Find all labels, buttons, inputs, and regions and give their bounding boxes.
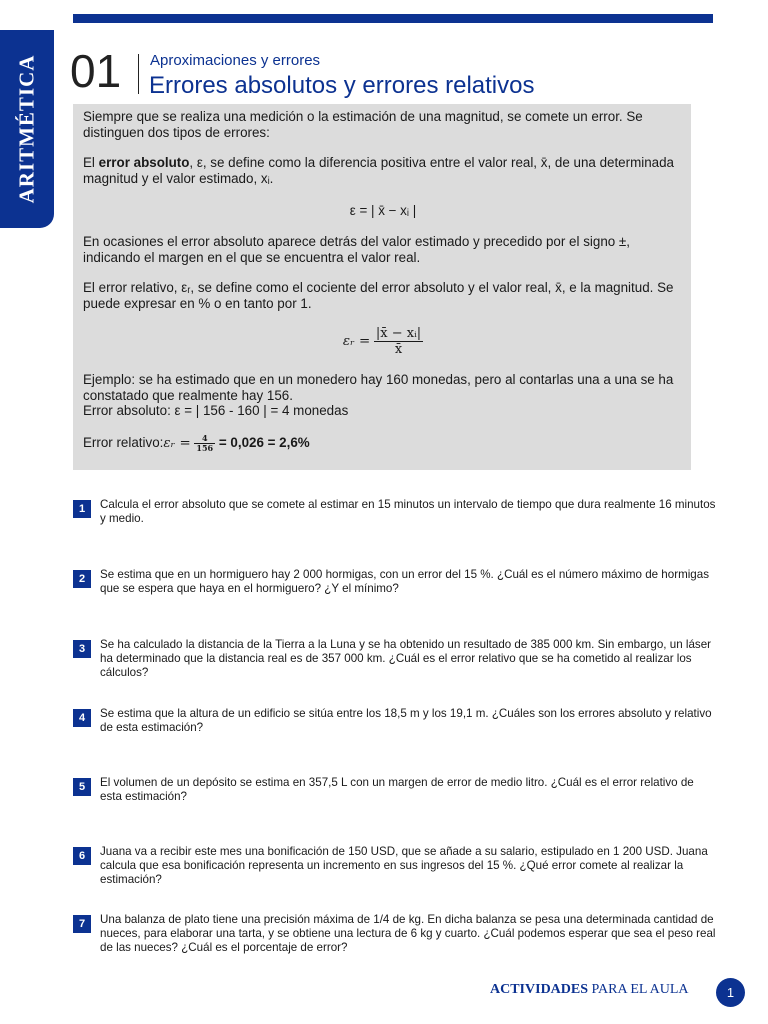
intro-text: Siempre que se realiza una medición o la estimación de una magnitud, se comete un error. Se distinguen dos tipos de errores: (83, 109, 643, 140)
page-number: 1 (716, 978, 745, 1007)
exercise-text: Se estima que la altura de un edificio se sitúa entre los 18,5 m y los 19,1 m. ¿Cuáles son los errores absoluto y relativo de esta estimación? (100, 707, 712, 734)
example-rel-num: 4 (194, 434, 215, 444)
example-rel-result: = 0,026 = 2,6% (218, 435, 310, 451)
section-tab (0, 30, 54, 228)
example-rel-fraction (194, 434, 215, 453)
example-absolute: Error absoluto: ε = | 156 - 160 | = 4 monedas (83, 403, 349, 418)
example-rel-label: Error relativo: (83, 435, 164, 451)
abs-post: , ε, se define como la diferencia positiva entre el valor real, x̄, de una determinada magnitud y el valor estimado, xᵢ. (83, 155, 675, 186)
relative-error-formula (83, 326, 683, 357)
example-text: Ejemplo: se ha estimado que en un monedero hay 160 monedas, pero al contarlas una a una se ha constatado que realmente hay 156. (83, 372, 674, 403)
exercise-number: 5 (73, 778, 91, 796)
example-rel-lhs: εᵣ = (163, 436, 191, 452)
exercise-number: 3 (73, 640, 91, 658)
abs-term: error absoluto (98, 155, 190, 170)
absolute-error-definition (83, 155, 683, 186)
theory-box (73, 104, 691, 470)
footer-label (490, 982, 689, 998)
unit-number: 01 (70, 45, 122, 97)
exercise-number: 2 (73, 570, 91, 588)
exercise-number: 7 (73, 915, 91, 933)
top-rule (73, 14, 713, 23)
abs-pre: El (83, 155, 99, 170)
plus-minus-text: En ocasiones el error absoluto aparece detrás del valor estimado y precedido por el signo ±, indicando el margen en el que se encuentra el valor real. (83, 234, 631, 265)
rel-numerator: |x̄ − xᵢ| (375, 326, 422, 341)
example-relative (83, 434, 683, 453)
footer-rest: PARA EL AULA (588, 982, 689, 997)
relative-error-definition: El error relativo, εᵣ, se define como el cociente del error absoluto y el valor real, x̄, e la magnitud. Se puede expresar en % o en tanto por 1. (83, 280, 674, 311)
footer-bold: ACTIVIDADES (490, 982, 589, 997)
rel-lhs: εᵣ = (342, 334, 371, 350)
exercise-number: 1 (73, 500, 91, 518)
exercise-number: 4 (73, 709, 91, 727)
exercise-text: El volumen de un depósito se estima en 357,5 L con un margen de error de medio litro. ¿Cuál es el error relativo de esta estimación? (100, 776, 694, 803)
absolute-error-formula: ε = | x̄ − xᵢ | (349, 203, 417, 218)
exercise-text: Juana va a recibir este mes una bonificación de 150 USD, que se añade a su salario, estipulado en 1 200 USD. Juana calcula que esa bonificación representa un incremento en sus ingresos del 15 %. ¿Qué error comete al realizar la estimación? (100, 845, 708, 886)
exercise-text: Una balanza de plato tiene una precisión máxima de 1/4 de kg. En dicha balanza se pesa una determinada cantidad de nueces, para elaborar una tarta, y se obtiene una lectura de 6 kg y cuarto. ¿Cuál podemos esperar que sea el peso real de las nueces? ¿Cuál es el porcentaje de error? (100, 913, 716, 954)
exercise-text: Se estima que en un hormiguero hay 2 000 hormigas, con un error del 15 %. ¿Cuál es el número máximo de hormigas que se espera que haya en el hormiguero? ¿Y el mínimo? (100, 568, 709, 595)
unit-divider (138, 54, 139, 94)
rel-denominator: x̄ (394, 342, 403, 357)
page-title: Errores absolutos y errores relativos (149, 72, 535, 99)
exercise-text: Se ha calculado la distancia de la Tierra a la Luna y se ha obtenido un resultado de 385 000 km. Sin embargo, un láser ha determinado que la distancia real es de 357 000 km. ¿Cuál es el error relativo que se ha cometido al realizar los cálculos? (100, 638, 711, 679)
section-tab-label: ARITMÉTICA (14, 54, 39, 204)
exercise-text: Calcula el error absoluto que se comete al estimar en 15 minutos un intervalo de tiempo que dura realmente 16 minutos y medio. (100, 498, 716, 525)
rel-fraction (374, 326, 423, 357)
example-rel-den: 156 (196, 443, 214, 453)
exercise-number: 6 (73, 847, 91, 865)
unit-subtitle: Aproximaciones y errores (150, 52, 321, 69)
